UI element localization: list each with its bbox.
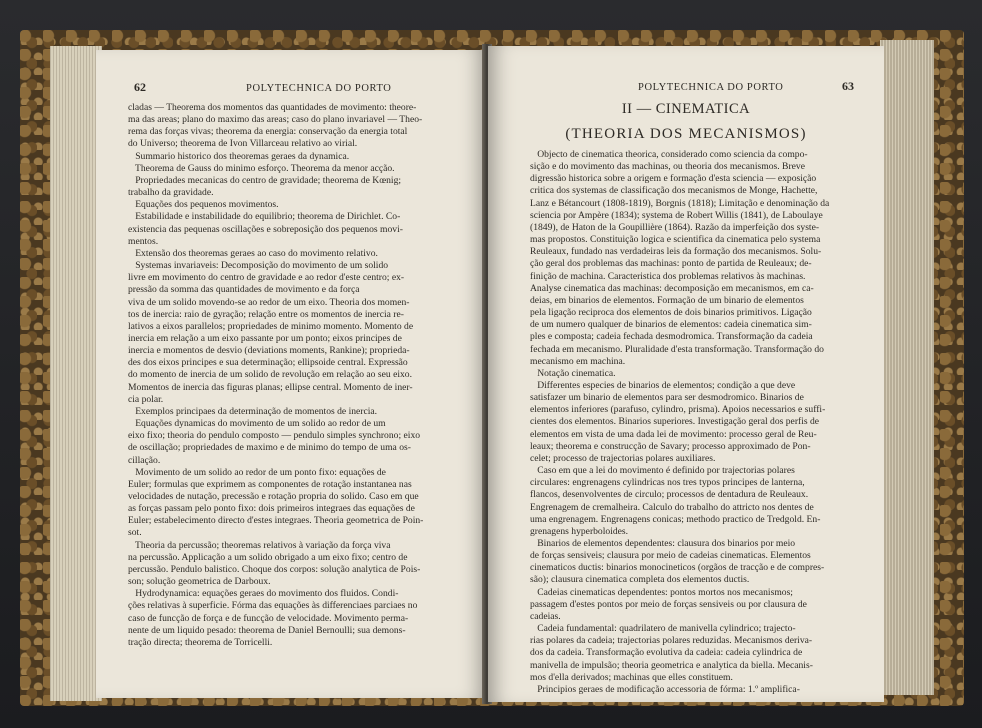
text-line: rias polares da cadeia; trajectorias polares reduzidas. Mecanismos deriva-	[530, 635, 813, 647]
text-line: Propriedades mecanicas do centro de gravidade; theorema de Kœnig;	[128, 174, 402, 186]
text-line: Reuleaux, fundado nas verdadeiras leis da formação dos mecanismos. Solu-	[530, 246, 822, 258]
text-line: de oscillação; propriedades de maximo e de minimo do tempo de uma os-	[128, 442, 411, 454]
text-line: de um numero qualquer de binarios de elementos: cadeia cinematica sim-	[530, 319, 812, 331]
text-line: pressão da somma das quantidades de movimento e da força	[128, 284, 360, 296]
section-title: II — CINEMATICA	[621, 101, 751, 117]
text-line: manivella de impulsão; theoria geometrica e analytica da biella. Mecanis-	[530, 659, 813, 671]
text-line: celet; processo de trajectorias polares auxiliares.	[530, 452, 716, 464]
text-line: satisfazer um binario de elementos para ser desmodromico. Binarios de	[530, 392, 804, 404]
text-line: Caso em que a lei do movimento é definido por trajectorias polares	[530, 465, 795, 477]
text-line: eixo fixo; theoria do pendulo composto — pendulo simples synchrono; eixo	[128, 430, 421, 442]
text-line: Differentes especies de binarios de elementos; condição a que deve	[530, 379, 796, 391]
text-line: mos d'ella derivados; machinas que elles constituem.	[530, 671, 733, 683]
right-page-edges	[880, 40, 934, 695]
text-line: circulares: engrenagens cylindricas nos tres typos principes de lanterna,	[530, 477, 805, 489]
text-line: cientes dos elementos. Binarios superiores. Investigação geral dos perfis de	[530, 416, 820, 428]
text-line: digressão historica sobre a origem e formação d'esta sciencia — exposição	[530, 173, 817, 185]
text-line: cia polar.	[128, 393, 164, 405]
text-line: fechada em mecanismo. Pluralidade d'esta transformação. Transformação do	[530, 343, 824, 355]
text-line: cillação.	[128, 454, 161, 466]
text-line: Equações dos pequenos movimentos.	[128, 199, 279, 211]
text-line: Objecto de cinematica theorica, considerado como sciencia da compo-	[530, 149, 808, 160]
text-line: son; solução geometrica de Darboux.	[128, 576, 271, 588]
text-line: Estabilidade e instabilidade do equilibrio; theorema de Dirichlet. Co-	[128, 211, 401, 223]
page-number: 63	[842, 79, 854, 93]
text-line: tos de inercia: raio de gyração; relação entre os momentos de inercia re-	[128, 308, 404, 320]
text-line: ma das areas; plano do maximo das areas; caso do plano invariavel — Theo-	[128, 114, 423, 126]
text-line: Momentos de inercia das figuras planas; ellipse central. Momento de iner-	[128, 381, 413, 393]
left-page-edges	[50, 46, 102, 701]
text-line: ples e composta; cadeia fechada desmodromica. Transformação da cadeia	[530, 331, 813, 343]
page-number: 62	[134, 80, 146, 94]
text-line: velocidades de nutação, precessão e rotação propria do solido. Caso em que	[128, 491, 419, 502]
text-line: as forças passam pelo ponto fixo: dois primeiros integraes das equações de	[128, 503, 415, 515]
text-line: ções relativas à superficie. Fórma das equações às differenciaes parciaes no	[128, 600, 418, 612]
text-line: do Universo; theorema de Ivon Villarceau relativo ao virial.	[128, 138, 358, 150]
text-line: são); clausura cinematica completa dos elementos ductis.	[530, 574, 750, 586]
section-subtitle: (THEORIA DOS MECANISMOS)	[565, 126, 807, 142]
text-line: Summario historico dos theoremas geraes da dynamica.	[128, 150, 350, 162]
text-line: flancos, desenvolventes de circulo; processos de dentadura de Reuleaux.	[530, 489, 809, 501]
text-line: Principios geraes de modificação accessoria de fórma: 1.º amplifica-	[530, 683, 800, 695]
text-line: cinematicos ductis: binarios monocineticos (orgãos de tracção e de compres-	[530, 562, 825, 574]
text-line: Analyse cinematica das machinas: decomposição em mecanismos, em ca-	[530, 282, 814, 294]
running-head: POLYTECHNICA DO PORTO	[246, 83, 392, 94]
text-line: rema das forças vivas; theorema da energia: conservação da energia total	[128, 126, 408, 138]
text-line: pela ligação reciproca dos elementos de dois binarios primitivos. Ligação	[530, 307, 812, 319]
text-line: sciencia por Ampère (1834); systema de Robert Willis (1841), de Laboulaye	[530, 209, 823, 221]
text-line: deias, em binarios de elementos. Formação de um binario de elementos	[530, 294, 804, 306]
text-line: inercia e momentos de desvio (deviations moments, Rankine); proprieda-	[128, 345, 410, 357]
text-line: finição de machina. Caracteristica dos problemas relativos às machinas.	[530, 270, 806, 282]
text-line: elementos inferiores (parafuso, cylindro, prisma). Apoios necessarios e suffi-	[530, 404, 826, 416]
text-line: critica dos systemas de classificação dos mecanismos de Monge, Hachette,	[530, 185, 818, 197]
text-line: sição e do movimento das machinas, ou theoria dos mecanismos. Breve	[530, 161, 805, 173]
text-line: Lanz e Bétancourt (1808-1819), Borgnis (1818); Limitação e denominação da	[530, 197, 830, 209]
text-line: Binarios de elementos dependentes: clausura dos binarios por meio	[530, 538, 796, 549]
text-line: Theoria da percussão; theoremas relativos à variação da força viva	[128, 539, 391, 551]
text-line: de forças sensiveis; clausura por meio de cadeias cinematicas. Elementos	[530, 550, 811, 562]
text-line: Theorema de Gauss do minimo esforço. Theorema da menor acção.	[128, 162, 395, 174]
text-line: Engrenagem de cremalheira. Calculo do trabalho do attricto nos dentes de	[530, 501, 814, 513]
text-line: Equações dynamicas do movimento de um solido ao redor de um	[128, 418, 386, 430]
text-line: mentos.	[128, 235, 159, 247]
text-line: Hydrodynamica: equações geraes do movimento dos fluidos. Condi-	[128, 588, 399, 600]
text-line: Euler; estabelecimento directo d'estes integraes. Theoria geometrica de Poin-	[128, 515, 424, 527]
text-line: Cadeias cinematicas dependentes: pontos mortos nos mecanismos;	[530, 586, 793, 598]
text-line: nente de um liquido pesado: theorema de Daniel Bernoulli; sua demons-	[128, 624, 406, 636]
text-line: elementos em vista de uma dada lei de movimento: processo geral de Reu-	[530, 428, 817, 440]
text-line: Exemplos principaes da determinação de momentos de inercia.	[128, 405, 378, 417]
text-line: viva de um solido movendo-se ao redor de um eixo. Theoria dos momen-	[128, 296, 410, 308]
page-body-text	[128, 102, 478, 649]
text-line: existencia das pequenas oscillações e sobreposição dos pequenos movi-	[128, 223, 403, 235]
page-body-text	[530, 149, 882, 696]
text-line: uma engrenagem. Engrenagens conicas; methodo practico de Tredgold. En-	[530, 513, 821, 525]
text-line: mecanismo em machina.	[530, 355, 626, 367]
text-line: mas propostos. Constituição logica e scientifica da cinematica pelo systema	[530, 234, 821, 246]
text-line: do momento de inercia de um solido de revolução em relação ao seu eixo.	[128, 369, 412, 381]
text-line: lativos a eixos parallelos; propriedades de minimo momento. Momento de	[128, 320, 414, 332]
right-page	[488, 46, 884, 702]
text-line: livre em movimento do centro de gravidade e ao redor d'este centro; ex-	[128, 272, 405, 284]
text-line: caso de funcção de força e de funcção de velocidade. Movimento perma-	[128, 612, 409, 624]
text-line: ção geral dos problemas das machinas: ponto de partida de Reuleaux; de-	[530, 258, 812, 270]
text-line: cladas — Theorema dos momentos das quantidades de movimento: theore-	[128, 102, 417, 113]
text-line: leaux; theorema e construcção de Savary; processo approximado de Pon-	[530, 440, 811, 452]
text-line: (1849), de Haton de la Goupillière (1864). Razão da imperfeição dos syste-	[530, 221, 820, 233]
text-line: dos da cadeia. Transformação evolutiva da cadeia: cadeia cylindrica de	[530, 647, 803, 659]
text-line: tração directa; theorema de Torricelli.	[128, 636, 273, 648]
text-line: trabalho da gravidade.	[128, 187, 214, 199]
text-line: sot.	[128, 527, 142, 539]
text-line: na percussão. Applicação a um solido obrigado a um eixo fixo; centro de	[128, 551, 408, 563]
text-line: grenagens hyperboloides.	[530, 525, 629, 537]
text-line: passagem d'estes pontos por meio de forças sensiveis ou por clausura de	[530, 598, 807, 610]
text-line: Movimento de um solido ao redor de um ponto fixo: equações de	[128, 466, 386, 478]
text-line: Extensão dos theoremas geraes ao caso do movimento relativo.	[128, 247, 378, 259]
text-line: Notação cinematica.	[530, 367, 616, 379]
text-line: inercia em relação a um eixo passante por um ponto; eixos principes de	[128, 332, 402, 344]
left-page	[96, 50, 486, 698]
text-line: Euler; formulas que exprimem as componentes de rotação instantanea nas	[128, 478, 412, 490]
running-head: POLYTECHNICA DO PORTO	[638, 82, 784, 93]
text-line: cadeias.	[530, 610, 561, 622]
text-line: des dos eixos principes e sua determinação; ellipsoide central. Expressão	[128, 357, 408, 369]
text-line: percussão. Pendulo balistico. Choque dos corpos: solução analytica de Pois-	[128, 563, 421, 575]
text-line: Cadeia fundamental: quadrilatero de manivella cylindrico; trajecto-	[530, 623, 796, 635]
text-line: Systemas invariaveis: Decomposição do movimento de um solido	[128, 260, 389, 272]
